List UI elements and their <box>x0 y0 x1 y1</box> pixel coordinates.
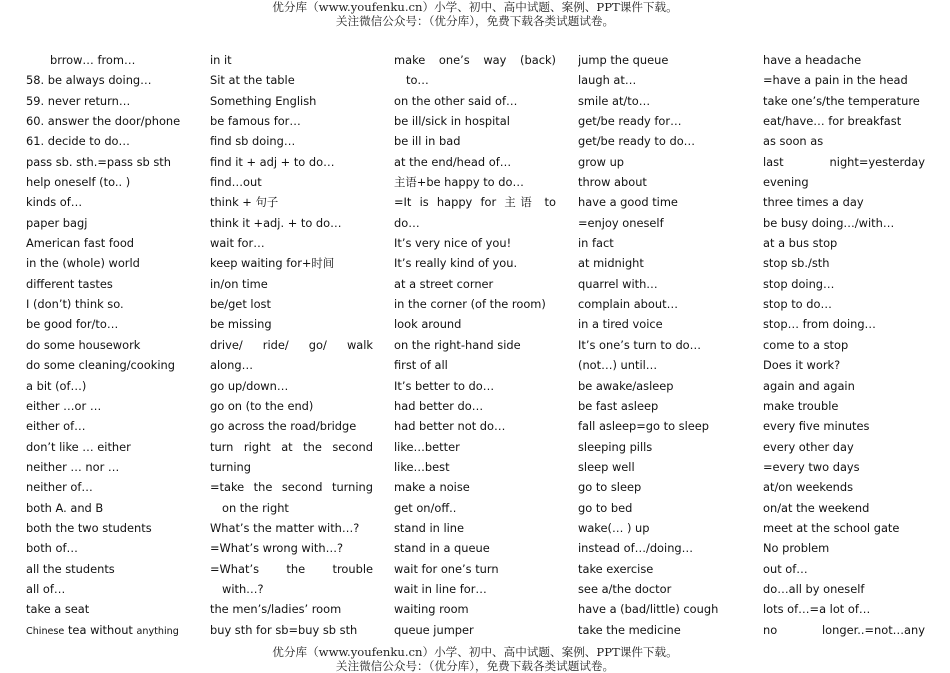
phrase-line: think it +adj. + to do… <box>210 215 342 230</box>
phrase-line: be fast asleep <box>578 398 659 413</box>
phrase-line: =take the second turning <box>210 480 373 495</box>
phrase-line: do… <box>394 215 420 230</box>
phrase-line: in the (whole) world <box>26 256 140 271</box>
phrase-line: laugh at… <box>578 73 637 88</box>
phrase-line: all the students <box>26 561 115 576</box>
phrase-line: go on (to the end) <box>210 398 314 413</box>
phrase-line: find…out <box>210 175 262 190</box>
phrase-line: evening <box>763 175 809 190</box>
phrase-line: stop sb./sth <box>763 256 830 271</box>
phrase-line: =It is happy for 主语 to <box>394 195 556 210</box>
phrase-line: sleeping pills <box>578 439 653 454</box>
phrase-line: different tastes <box>26 276 113 291</box>
phrase-line: jump the queue <box>578 53 669 67</box>
phrase-line: both the two students <box>26 520 152 535</box>
phrase-line: at the end/head of… <box>394 154 512 169</box>
phrase-line: take the medicine <box>578 622 681 637</box>
phrase-line: What’s the matter with…? <box>210 520 360 535</box>
phrase-line: 58. be always doing… <box>26 73 152 88</box>
phrase-line: at a street corner <box>394 276 494 291</box>
phrase-line: Sit at the table <box>210 73 295 88</box>
column-1 <box>26 50 196 640</box>
phrase-line: be missing <box>210 317 272 332</box>
phrase-line: grow up <box>578 154 625 169</box>
phrase-line: at/on weekends <box>763 480 854 495</box>
phrase-line: =What’s the trouble <box>210 561 373 576</box>
phrase-line: do some cleaning/cooking <box>26 358 175 373</box>
phrase-word: without <box>90 622 133 637</box>
phrase-word: Chinese <box>26 625 65 637</box>
phrase-line: like…best <box>394 459 450 474</box>
phrase-line: It’s better to do… <box>394 378 495 393</box>
header-line-1: 优分库（www.youfenku.cn）小学、初中、高中试题、案例、PPT课件下载。 <box>272 0 678 14</box>
phrase-line: be good for/to… <box>26 317 119 332</box>
phrase-line: get/be ready to do… <box>578 134 696 149</box>
phrase-line: both A. and B <box>26 500 104 515</box>
column-4 <box>578 50 743 640</box>
phrase-line: 61. decide to do… <box>26 134 130 149</box>
phrase-line: make a noise <box>394 480 470 495</box>
phrase-line: stop doing… <box>763 276 835 291</box>
phrase-line: had better not do… <box>394 419 506 434</box>
phrase-line: drive/ ride/ go/ walk <box>210 337 373 352</box>
phrase-line: pass sb. sth.=pass sb sth <box>26 154 171 169</box>
phrase-line: It’s one’s turn to do… <box>578 337 702 352</box>
phrase-line: go to bed <box>578 500 633 515</box>
phrase-line: in the corner (of the room) <box>394 297 546 312</box>
phrase-line: be awake/asleep <box>578 378 674 393</box>
phrase-line: brrow… from… <box>50 53 136 67</box>
phrase-line: queue jumper <box>394 622 474 637</box>
phrase-line: do some housework <box>26 337 141 352</box>
phrase-line: either of… <box>26 419 86 434</box>
phrase-line: (not…) until… <box>578 358 658 373</box>
phrase-line: turning <box>210 459 252 474</box>
phrase-line: think + 句子 <box>210 195 279 210</box>
phrase-line: make one’s way (back) <box>394 53 556 67</box>
phrase-line: with…? <box>222 581 264 596</box>
phrase-line: had better do… <box>394 398 484 413</box>
phrase-line: =enjoy oneself <box>578 215 664 230</box>
phrase-word: tea <box>67 622 87 637</box>
phrase-line: make trouble <box>763 398 839 413</box>
phrase-line: be ill/sick in hospital <box>394 114 510 129</box>
phrase-line: to… <box>406 73 429 88</box>
phrase-line: no longer..=not…any <box>763 622 925 637</box>
phrase-line: get/be ready for… <box>578 114 682 129</box>
phrase-line: go up/down… <box>210 378 289 393</box>
phrase-line: American fast food <box>26 236 135 251</box>
phrase-line: either …or … <box>26 398 102 413</box>
phrase-line: look around <box>394 317 462 332</box>
phrase-line: 主语+be happy to do… <box>394 175 524 190</box>
phrase-line: complain about… <box>578 297 678 312</box>
phrase-line: on the right <box>222 500 289 515</box>
phrase-line: on/at the weekend <box>763 500 870 515</box>
phrase-line: Does it work? <box>763 358 841 373</box>
phrase-line: paper bagj <box>26 215 88 230</box>
footer-line-1: 优分库（www.youfenku.cn）小学、初中、高中试题、案例、PPT课件下载。 <box>272 645 678 659</box>
phrase-line: see a/the doctor <box>578 581 672 596</box>
phrase-line: wait for… <box>210 236 265 251</box>
phrase-line: be ill in bad <box>394 134 461 149</box>
phrase-line: find it + adj + to do… <box>210 154 335 169</box>
phrase-line: stand in line <box>394 520 465 535</box>
phrase-line: lots of…=a lot of… <box>763 602 871 617</box>
phrase-line: at midnight <box>578 256 644 271</box>
phrase-line: take one’s/the temperature <box>763 93 920 108</box>
phrase-line: as soon as <box>763 134 824 149</box>
phrase-line: have a headache <box>763 53 862 67</box>
phrase-line: again and again <box>763 378 855 393</box>
phrase-line: take a seat <box>26 602 90 617</box>
phrase-line: =have a pain in the head <box>763 73 908 88</box>
phrase-line: smile at/to… <box>578 93 651 108</box>
phrase-line: stop to do… <box>763 297 832 312</box>
phrase-line: be/get lost <box>210 297 271 312</box>
phrase-line: 60. answer the door/phone <box>26 114 181 129</box>
phrase-line: don’t like … either <box>26 439 131 454</box>
phrase-line: like…better <box>394 439 460 454</box>
phrase-line: go to sleep <box>578 480 642 495</box>
phrase-line: come to a stop <box>763 337 849 352</box>
phrase-line: It’s really kind of you. <box>394 256 518 271</box>
phrase-line: 59. never return… <box>26 93 131 108</box>
column-5 <box>763 50 925 640</box>
phrase-line: go across the road/bridge <box>210 419 357 434</box>
phrase-line: in it <box>210 53 232 67</box>
phrase-line: It’s very nice of you! <box>394 236 512 251</box>
column-3 <box>394 50 556 640</box>
phrase-line: kinds of… <box>26 195 83 210</box>
phrase-line: be famous for… <box>210 114 301 129</box>
phrase-line: get on/off.. <box>394 500 457 515</box>
phrase-line: neither … nor … <box>26 459 120 474</box>
page-header <box>0 0 950 28</box>
phrase-line: along… <box>210 358 253 373</box>
phrase-line: =What’s wrong with…? <box>210 541 344 556</box>
phrase-line: eat/have… for breakfast <box>763 114 902 129</box>
phrase-line: have a good time <box>578 195 678 210</box>
phrase-line: all of… <box>26 581 66 596</box>
phrase-line: stop… from doing… <box>763 317 876 332</box>
footer-line-2: 关注微信公众号：（优分库），免费下载各类试题试卷。 <box>335 659 615 673</box>
phrase-line: Something English <box>210 93 317 108</box>
phrase-line: out of… <box>763 561 808 576</box>
phrase-line <box>26 620 196 640</box>
phrase-line: every five minutes <box>763 419 870 434</box>
phrase-line: wake(… ) up <box>578 520 650 535</box>
phrase-line: do…all by oneself <box>763 581 865 596</box>
phrase-line: sleep well <box>578 459 635 474</box>
phrase-line: on the right-hand side <box>394 337 521 352</box>
phrase-line: three times a day <box>763 195 864 210</box>
phrase-line: in fact <box>578 236 614 251</box>
phrase-line: quarrel with… <box>578 276 658 291</box>
header-line-2: 关注微信公众号：（优分库），免费下载各类试题试卷。 <box>335 14 615 28</box>
phrase-line: first of all <box>394 358 448 373</box>
phrase-line: take exercise <box>578 561 654 576</box>
phrase-line: in/on time <box>210 276 268 291</box>
column-2 <box>210 50 373 640</box>
phrase-line: be busy doing…/with… <box>763 215 895 230</box>
phrase-line: turn right at the second <box>210 439 373 454</box>
phrase-line: at a bus stop <box>763 236 838 251</box>
phrase-line: help oneself (to.. ) <box>26 175 131 190</box>
page-footer <box>0 645 950 673</box>
phrase-line: both of… <box>26 541 78 556</box>
phrase-line: on the other said of… <box>394 93 518 108</box>
phrase-line: wait for one’s turn <box>394 561 499 576</box>
phrase-line: stand in a queue <box>394 541 490 556</box>
phrase-line: =every two days <box>763 459 860 474</box>
phrase-line: every other day <box>763 439 854 454</box>
phrase-line: a bit (of…) <box>26 378 87 393</box>
phrase-line: throw about <box>578 175 647 190</box>
phrase-line: in a tired voice <box>578 317 663 332</box>
phrase-line: keep waiting for+时间 <box>210 256 335 271</box>
phrase-line: buy sth for sb=buy sb sth <box>210 622 358 637</box>
phrase-line: No problem <box>763 541 830 556</box>
phrase-line: instead of…/doing… <box>578 541 694 556</box>
phrase-line: neither of… <box>26 480 93 495</box>
phrase-line: meet at the school gate <box>763 520 900 535</box>
phrase-line: have a (bad/little) cough <box>578 602 719 617</box>
phrase-line: fall asleep=go to sleep <box>578 419 710 434</box>
phrase-line: I (don’t) think so. <box>26 297 124 312</box>
phrase-line: last night=yesterday <box>763 154 925 169</box>
phrase-line: waiting room <box>394 602 469 617</box>
phrase-line: the men’s/ladies’ room <box>210 602 342 617</box>
phrase-word: anything <box>136 625 179 637</box>
phrase-line: find sb doing… <box>210 134 296 149</box>
phrase-line: wait in line for… <box>394 581 487 596</box>
